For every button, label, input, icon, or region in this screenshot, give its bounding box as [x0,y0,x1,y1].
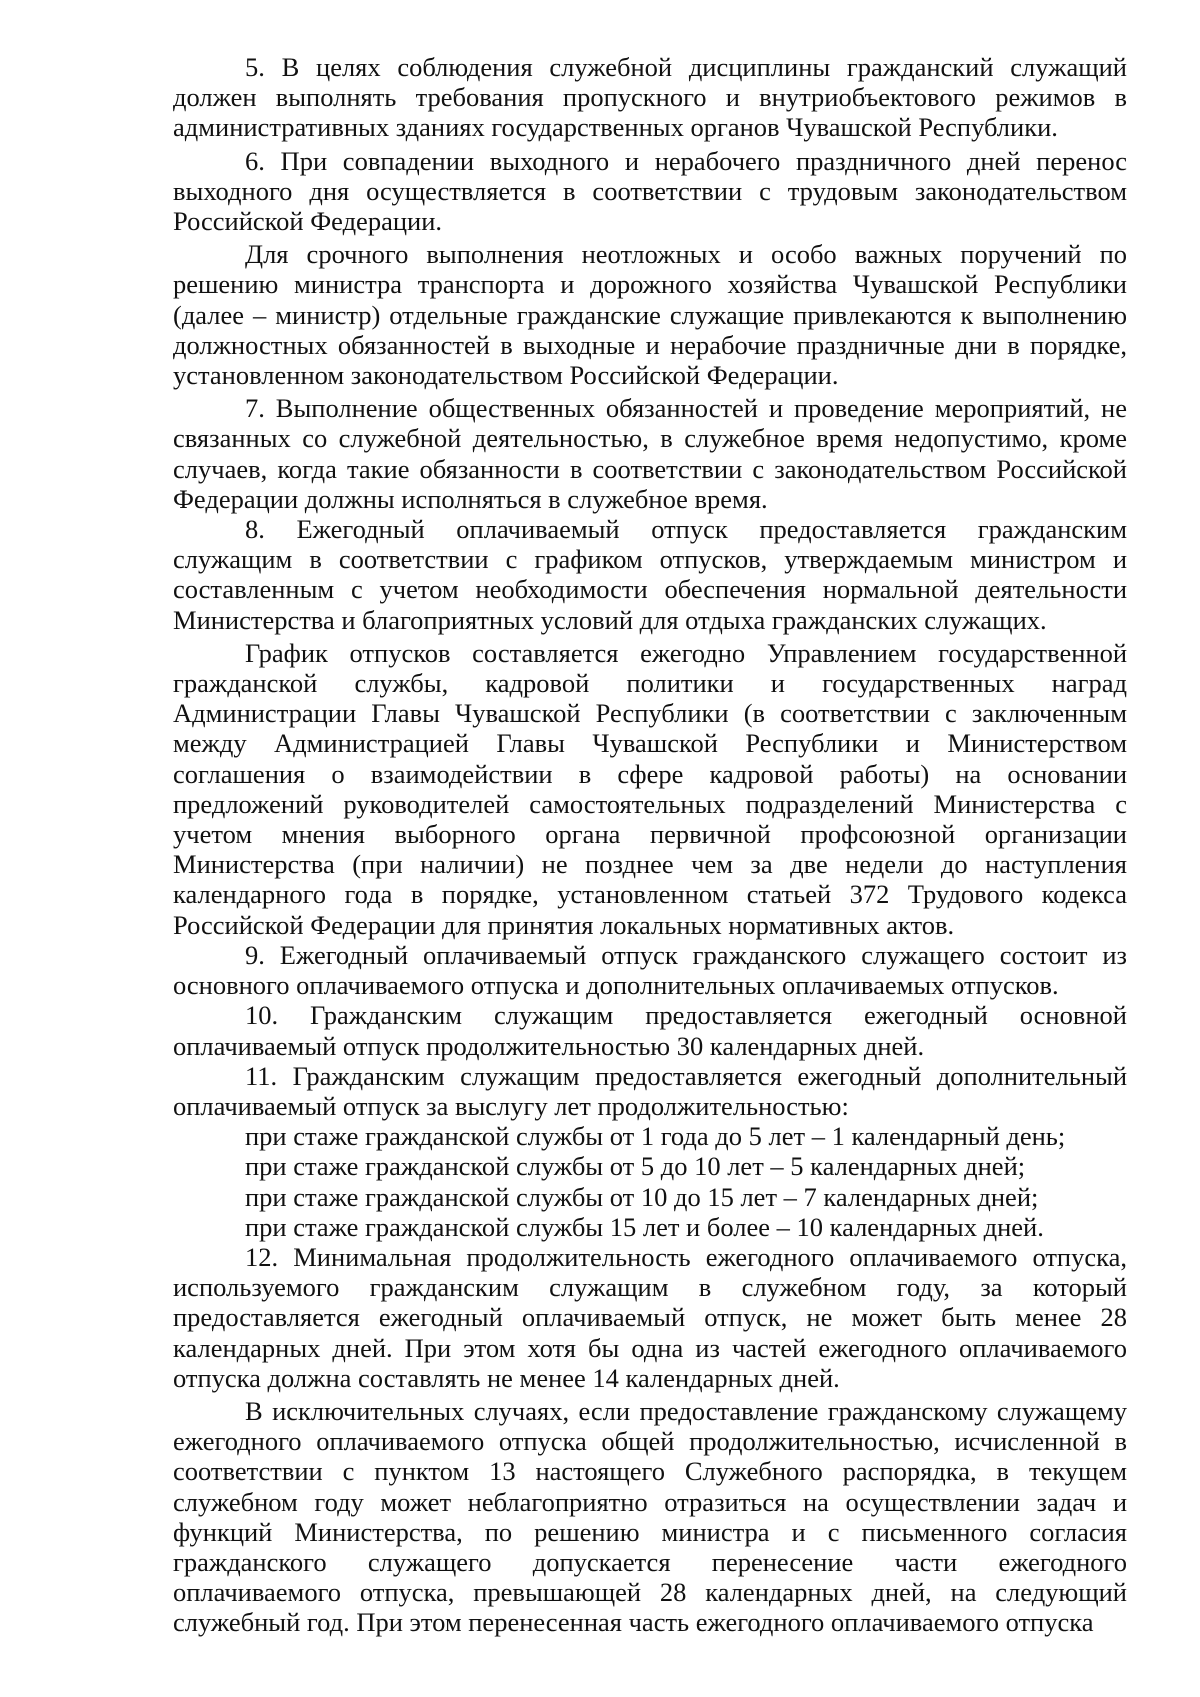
paragraph-11-seniority-leave: 11. Гражданским служащим предоставляется ежегодный дополнительный оплачиваемый отпуск за выслугу лет продолжительностью: [173,1060,1127,1121]
list-item: при стаже гражданской службы 15 лет и более – 10 календарных дней. [245,1211,1044,1242]
list-item: при стаже гражданской службы от 10 до 15 лет – 7 календарных дней; [245,1181,1039,1212]
paragraph-7-public-duties: 7. Выполнение общественных обязанностей и проведение мероприятий, не связанных со служебной деятельностью, в служебное время недопустимо, кроме случаев, когда такие обязанности в соответствии с законодательством Российской Федерации должны исполняться в служебное время. [173,393,1127,514]
paragraph-12-minimum-leave: 12. Минимальная продолжительность ежегодного оплачиваемого отпуска, используемого гражданским служащим в служебном году, за который предоставляется ежегодный оплачиваемый отпуск, не может быть менее 28 календарных дней. При этом хотя бы одна из частей ежегодного оплачиваемого отпуска должна составлять не менее 14 календарных дней. [173,1241,1127,1393]
paragraph-6-day-off-transfer: 6. При совпадении выходного и нерабочего праздничного дней перенос выходного дня осуществляется в соответствии с трудовым законодательством Российской Федерации. [173,145,1127,237]
document-page [173,52,1127,1638]
paragraph-9-leave-composition: 9. Ежегодный оплачиваемый отпуск гражданского служащего состоит из основного оплачиваемого отпуска и дополнительных оплачиваемых отпусков. [173,939,1127,1001]
paragraph-exceptional-cases: В исключительных случаях, если предоставление гражданскому служащему ежегодного оплачиваемого отпуска общей продолжительностью, исчисленной в соответствии с пунктом 13 настоящего Служебного распорядка, в текущем служебном году может неблагоприятно отразиться на осуществлении задач и функций Министерства, по решению министра и с письменного согласия гражданского служащего допускается перенесение части ежегодного оплачиваемого отпуска, превышающей 28 календарных дней, на следующий служебный год. При этом перенесенная часть ежегодного оплачиваемого отпуска [173,1395,1127,1638]
list-item: при стаже гражданской службы от 5 до 10 лет – 5 календарных дней; [245,1151,1026,1182]
paragraph-5-discipline: 5. В целях соблюдения служебной дисциплины гражданский служащий должен выполнять требования пропускного и внутриобъектового режимов в административных зданиях государственных органов Чувашской Республики. [173,52,1127,143]
paragraph-10-basic-leave: 10. Гражданским служащим предоставляется ежегодный основной оплачиваемый отпуск продолжительностью 30 календарных дней. [173,1000,1127,1061]
paragraph-leave-schedule: График отпусков составляется ежегодно Управлением государственной гражданской службы, кадровой политики и государственных наград Администрации Главы Чувашской Республики (в соответствии с заключенным между Администрацией Главы Чувашской Республики и Министерством соглашения о взаимодействии в сфере кадровой работы) на основании предложений руководителей самостоятельных подразделений Министерства с учетом мнения выборного органа первичной профсоюзной организации Министерства (при наличии) не позднее чем за две недели до наступления календарного года в порядке, установленном статьей 372 Трудового кодекса Российской Федерации для принятия локальных нормативных актов. [173,637,1127,940]
paragraph-urgent-assignments: Для срочного выполнения неотложных и особо важных поручений по решению министра транспорта и дорожного хозяйства Чувашской Республики (далее – министр) отдельные гражданские служащие привлекаются к выполнению должностных обязанностей в выходные и нерабочие праздничные дни в порядке, установленном законодательством Российской Федерации. [173,239,1127,391]
list-item: при стаже гражданской службы от 1 года до 5 лет – 1 календарный день; [245,1121,1066,1152]
seniority-leave-list [173,1121,1127,1242]
paragraph-8-annual-leave: 8. Ежегодный оплачиваемый отпуск предоставляется гражданским служащим в соответствии с графиком отпусков, утверждаемым министром и составленным с учетом необходимости обеспечения нормальной деятельности Министерства и благоприятных условий для отдыха гражданских служащих. [173,514,1127,635]
